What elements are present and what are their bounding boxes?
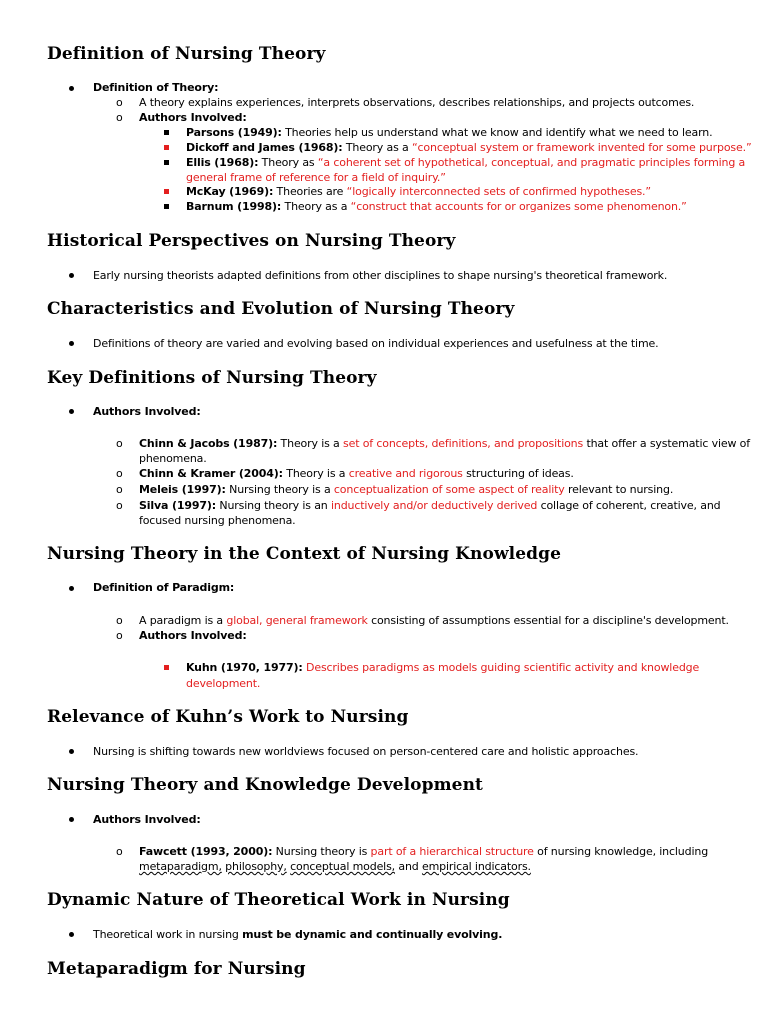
author-name: Parsons (1949): (186, 126, 282, 139)
list-item (186, 125, 712, 140)
highlight-text: “a coherent set of hypothetical, conceptual, and pragmatic principles forming a (317, 156, 746, 169)
list-item (139, 844, 708, 859)
bullet-disc (69, 749, 74, 754)
list-item-continuation: phenomena. (139, 452, 207, 465)
item-text: Theoretical work in nursing (93, 928, 243, 941)
list-item: Authors Involved: (93, 813, 201, 826)
list-item (93, 927, 502, 942)
list-item: A theory explains experiences, interprets observations, describes relationships, and projects outcomes. (139, 96, 695, 109)
item-text: Theory is a (277, 437, 343, 450)
section-heading-kuhn: Relevance of Kuhn’s Work to Nursing (47, 707, 409, 727)
section-heading-key-definitions: Key Definitions of Nursing Theory (47, 368, 377, 388)
item-text: Nursing theory is an (216, 499, 331, 512)
author-name: Chinn & Jacobs (1987): (139, 437, 278, 450)
list-item (139, 482, 673, 497)
author-name: Dickoff and James (1968): (186, 141, 343, 154)
section-heading-knowledge-development: Nursing Theory and Knowledge Development (47, 775, 483, 795)
list-item (139, 466, 574, 481)
bullet-circle: o (116, 845, 123, 858)
list-item: Nursing is shifting towards new worldviews focused on person-centered care and holistic approaches. (93, 745, 639, 758)
highlight-text: “logically interconnected sets of confirmed hypotheses.” (346, 185, 651, 198)
bullet-square (164, 189, 169, 194)
bullet-square (164, 160, 169, 165)
author-name: Chinn & Kramer (2004): (139, 467, 283, 480)
highlight-text: global, general framework (226, 614, 368, 627)
item-text: A paradigm is a (139, 614, 227, 627)
section-heading-dynamic: Dynamic Nature of Theoretical Work in Nursing (47, 890, 510, 910)
bullet-disc (69, 586, 74, 591)
item-text: relevant to nursing. (564, 483, 674, 496)
list-item-continuation: general frame of reference for a field of inquiry.” (186, 171, 446, 184)
highlight-text: set of concepts, definitions, and propositions (343, 437, 584, 450)
author-name: Silva (1997): (139, 499, 217, 512)
bullet-square (164, 130, 169, 135)
bullet-disc (69, 273, 74, 278)
bullet-disc (69, 409, 74, 414)
underlined-term: philosophy, (225, 860, 287, 873)
bullet-disc (69, 817, 74, 822)
item-text: Theory is a (282, 467, 349, 480)
bullet-circle: o (116, 437, 123, 450)
item-text: Nursing theory is (272, 845, 371, 858)
list-item-continuation: focused nursing phenomena. (139, 514, 296, 527)
bullet-circle: o (116, 499, 123, 512)
highlight-text: “construct that accounts for or organizes some phenomenon.” (350, 200, 687, 213)
item-text: Theory as (258, 156, 318, 169)
highlight-text: Describes paradigms as models guiding scientific activity and knowledge (302, 661, 700, 674)
bullet-circle: o (116, 629, 123, 642)
item-text: Theory as a (342, 141, 412, 154)
item-text: Theory as a (281, 200, 351, 213)
item-text: Nursing theory is a (225, 483, 334, 496)
highlight-text: inductively and/or deductively derived (330, 499, 538, 512)
bullet-square (164, 145, 169, 150)
section-heading-definition: Definition of Nursing Theory (47, 44, 326, 64)
section-heading-metaparadigm: Metaparadigm for Nursing (47, 959, 306, 979)
author-name: Meleis (1997): (139, 483, 226, 496)
emphasis-text: must be dynamic and continually evolving. (242, 928, 503, 941)
underlined-term: metaparadigm, (139, 860, 222, 873)
author-name: McKay (1969): (186, 185, 274, 198)
item-text: collage of coherent, creative, and (537, 499, 721, 512)
item-text: consisting of assumptions essential for a discipline's development. (367, 614, 729, 627)
list-item-continuation: development. (186, 677, 261, 690)
item-text: Theories are (273, 185, 347, 198)
list-item: Definition of Theory: (93, 81, 219, 94)
section-heading-historical: Historical Perspectives on Nursing Theory (47, 231, 456, 251)
bullet-square (164, 204, 169, 209)
item-text: and (395, 860, 422, 873)
list-item (139, 436, 750, 451)
item-text: Theories help us understand what we know and identify what we need to learn. (281, 126, 713, 139)
list-item (186, 660, 699, 675)
bullet-square (164, 665, 169, 670)
list-item (186, 199, 687, 214)
bullet-circle: o (116, 467, 123, 480)
list-item (186, 184, 651, 199)
bullet-circle: o (116, 111, 123, 124)
list-item: Definitions of theory are varied and evolving based on individual experiences and usefulness at the time. (93, 337, 659, 350)
list-item: Early nursing theorists adapted definitions from other disciplines to shape nursing's theoretical framework. (93, 269, 668, 282)
list-item: Authors Involved: (139, 111, 247, 124)
section-heading-characteristics: Characteristics and Evolution of Nursing Theory (47, 299, 515, 319)
item-text: of nursing knowledge, including (533, 845, 709, 858)
underlined-term: empirical indicators. (421, 860, 531, 873)
highlight-text: part of a hierarchical structure (370, 845, 534, 858)
list-item: Authors Involved: (139, 629, 247, 642)
item-text: structuring of ideas. (462, 467, 574, 480)
author-name: Ellis (1968): (186, 156, 259, 169)
list-item (139, 498, 720, 513)
bullet-circle: o (116, 96, 123, 109)
bullet-disc (69, 932, 74, 937)
bullet-disc (69, 86, 74, 91)
highlight-text: “conceptual system or framework invented for some purpose.” (411, 141, 752, 154)
highlight-text: conceptualization of some aspect of reality (333, 483, 565, 496)
bullet-circle: o (116, 614, 123, 627)
bullet-disc (69, 341, 74, 346)
list-item (186, 155, 745, 170)
author-name: Kuhn (1970, 1977): (186, 661, 303, 674)
list-item: Definition of Paradigm: (93, 581, 235, 594)
underlined-term: conceptual models, (290, 860, 396, 873)
highlight-text: creative and rigorous (348, 467, 463, 480)
author-name: Fawcett (1993, 2000): (139, 845, 273, 858)
author-name: Barnum (1998): (186, 200, 282, 213)
list-item-continuation (139, 859, 531, 874)
list-item (186, 140, 752, 155)
list-item (139, 613, 729, 628)
list-item: Authors Involved: (93, 405, 201, 418)
section-heading-context: Nursing Theory in the Context of Nursing Knowledge (47, 544, 562, 564)
bullet-circle: o (116, 483, 123, 496)
item-text: that offer a systematic view of (583, 437, 750, 450)
